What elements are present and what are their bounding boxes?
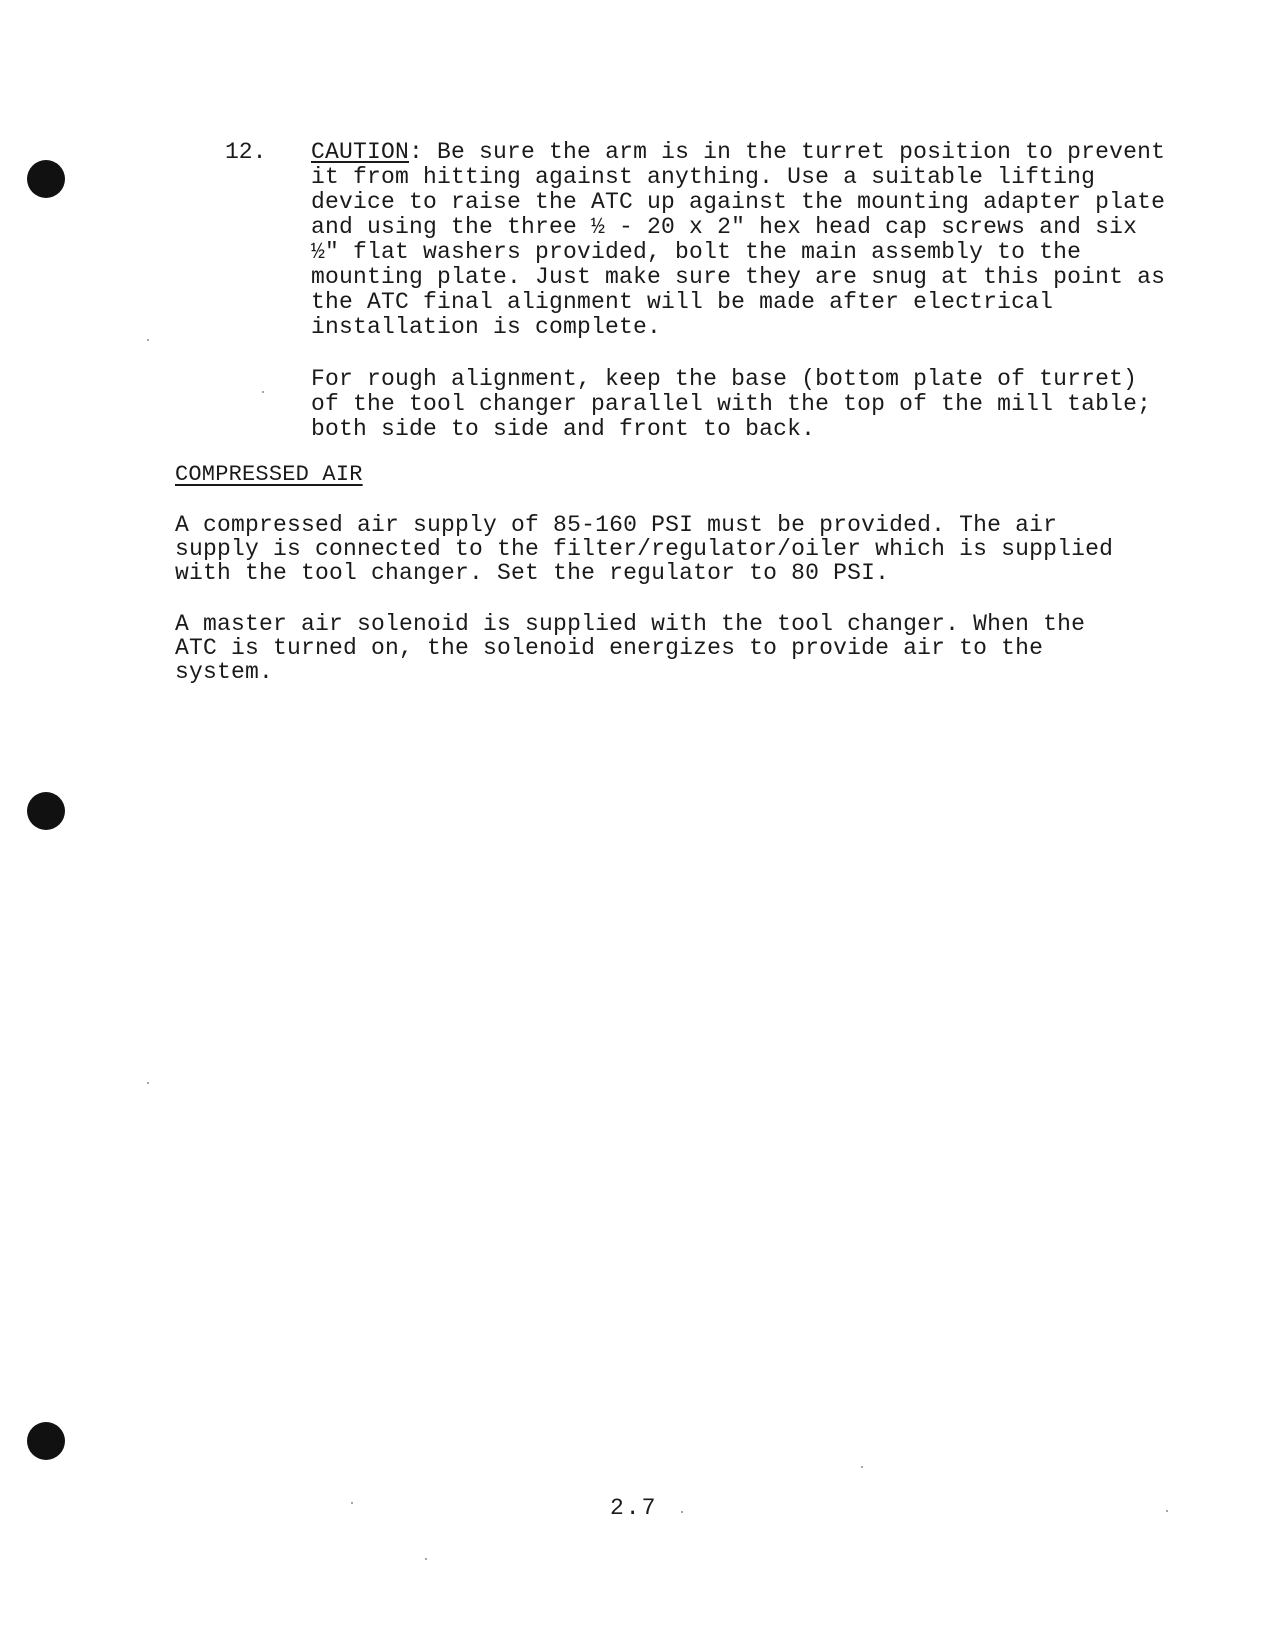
page-number: 2.7 [610, 1495, 658, 1521]
step-number: 12. [225, 139, 267, 165]
binder-hole-top [27, 160, 65, 198]
scan-speck [425, 1558, 427, 1560]
caution-paragraph [311, 140, 1171, 340]
air-supply-paragraph: A compressed air supply of 85-160 PSI must be provided. The air supply is connected to the filter/regulator/oiler which is supplied with the tool changer. Set the regulator to 80 PSI. [175, 512, 1114, 586]
section-heading: COMPRESSED AIR [175, 462, 363, 487]
scan-speck [1166, 1510, 1168, 1512]
scan-speck [351, 1502, 353, 1504]
scan-speck [147, 1082, 149, 1084]
scan-speck [147, 339, 149, 341]
binder-hole-bottom [27, 1422, 65, 1460]
scan-speck [681, 1511, 683, 1513]
caution-text: : Be sure the arm is in the turret position to prevent it from hitting against anything. Use a suitable lifting device to raise the ATC up against the mounting adapter plate and using the three ½ - 20 x 2" hex head cap screws and six ½" flat washers provided, bolt the main assembly to the mounting plate. Just make sure they are snug at this point as the ATC final alignment will be made after electrical installation is complete. [311, 139, 1166, 340]
binder-hole-middle [27, 792, 65, 830]
scan-speck [861, 1466, 863, 1468]
scan-speck [262, 391, 264, 393]
alignment-paragraph: For rough alignment, keep the base (bottom plate of turret) of the tool changer parallel with the top of the mill table; both side to side and front to back. [311, 366, 1152, 442]
solenoid-paragraph: A master air solenoid is supplied with the tool changer. When the ATC is turned on, the solenoid energizes to provide air to the system. [175, 611, 1086, 685]
caution-label: CAUTION [311, 139, 410, 165]
